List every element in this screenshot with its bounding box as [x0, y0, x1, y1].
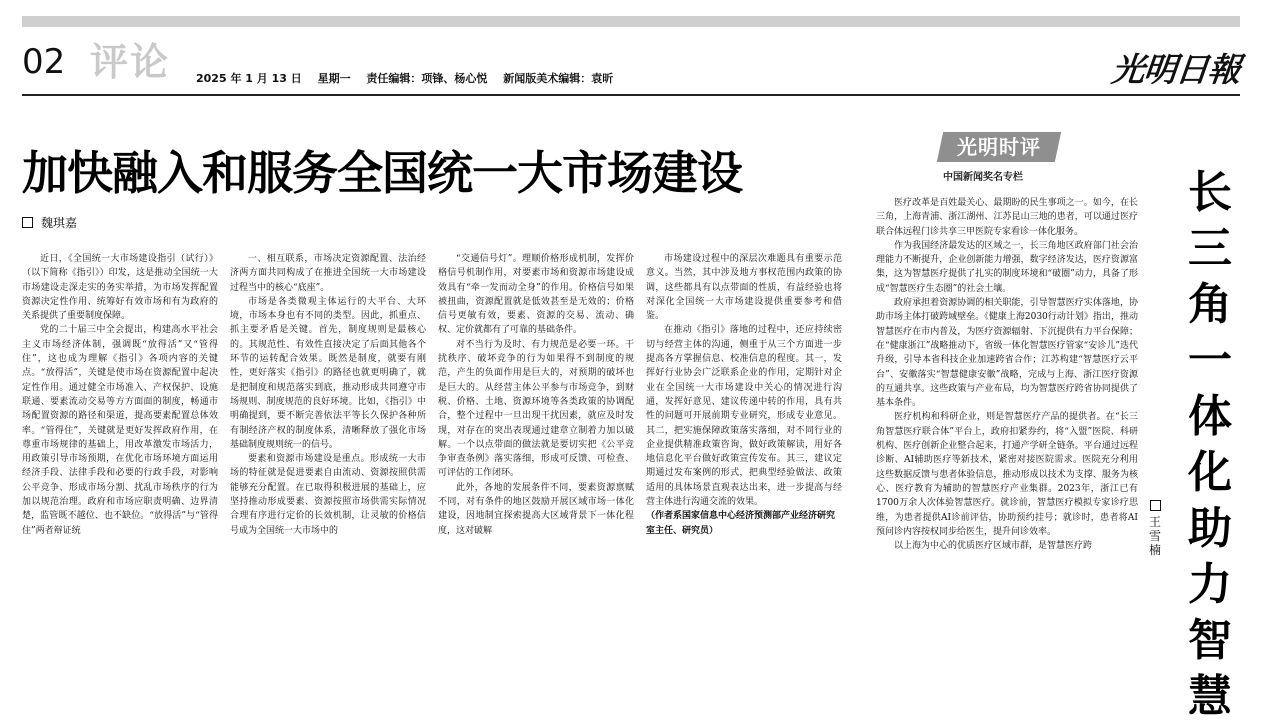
article-paragraph: 党的二十届三中全会提出，构建高水平社会主义市场经济体制，强调既“放得活”又“管得住”，这也成为理解《指引》各项内容的关键点。“放得活”，关键是使市场在资源配置中起决定性作用。通过健全市场准入、产权保护、设施联通、要素流动交易等方方面面的制度，畅通市场配置资源的路径和渠道，提高要素配置总体效率。“管得住”，关键就是更好发挥政府作用，在尊重市场规律的基础上，用改革激发市场活力，用政策引导市场预期，在优化市场环境方面运用经济手段、法律手段和必要的行政手段，对影响公平竞争、形成市场分割、扰乱市场秩序的行为加以规范治理。政府和市场应职责明确、边界清楚，监管既不越位、也不缺位。“放得活”与“管得住”两者辩证统 — [22, 325, 218, 536]
byline-author: 魏琪嘉 — [41, 216, 78, 230]
article-paragraph: 市场是各类微观主体运行的大平台、大环境，市场本身也有不同的类型。因此，抓重点、抓主要矛盾是关键。首先，制度规则是最核心的。其规范性、有效性直接决定了后面其他各个环节的运转配合效果。既然是制度，就要有刚性，更好落实《指引》的路径也就更明确了，就是把制度和规范落实到底，推动形成共同遵守市场规则、制度规范的良好环境。比如，《指引》中明确提到，要不断完善依法平等长久保护各种所有制经济产权的制度体系，清晰释放了强化市场基础制度规则统一的信号。 — [230, 296, 426, 450]
page-number: 02 — [22, 42, 66, 82]
headline-char: 助 — [1188, 503, 1232, 554]
sidebar-vertical-headline — [1180, 165, 1240, 725]
headline-char: 慧 — [1188, 671, 1232, 722]
main-byline — [22, 214, 77, 231]
sidebar-paragraph: 政府承担着资源协调的相关职能，引导智慧医疗实体落地，协助市场主体打破跨域壁垒。《健康上海2030行动计划》指出，推动智慧医疗在市内普及，为医疗资源辐射、下沉提供有力平台保障；在“健康浙江”战略推动下，省级一体化智慧医疗管家“安诊儿”迭代升级，引导本省科技企业加速跨省合作；江苏构建“智慧医疗云平台”、安徽落实“智慧健康安徽”战略，完成与上海、浙江医疗资源的互通共享。这些政策与产业布局，均为智慧医疗跨省协同提供了基本条件。 — [876, 298, 1138, 409]
article-paragraph: 市场建设过程中的深层次难题具有重要示范意义。当然，其中涉及地方事权范围内政策的协调，这些都具有以点带面的性质，有益经验也将对深化全国统一大市场建设提供重要参考和借鉴。 — [646, 254, 842, 322]
dateline — [196, 70, 625, 86]
sidebar-paragraph: 医疗机构和科研企业，则是智慧医疗产品的提供者。在“长三角智慧医疗联合体”平台上，政府扣紧券约，将“入盟”医院、科研机构、医疗创新企业整合起来，打通产学研全链条。平台通过远程诊断、AI辅助医疗等新技术，紧密对接医院需求。医院充分利用这些数据反馈与患者体验信息，推动形成以技术为支撑、服务为核心、医疗教育为辅助的智慧医疗产业集群。2023年，浙江已有1700万余人次体验智慧医疗。就诊前，智慧医疗模拟专家诊疗思维，为患者提供AI诊前评估，协助预约挂号；就诊时，患者将AI预问诊内容按权同步给医生，提升问诊效率。 — [876, 412, 1138, 537]
article-column-2 — [230, 252, 426, 628]
responsible-editors: 责任编辑：项锋、杨心悦 — [366, 72, 488, 85]
article-paragraph: 近日，《全国统一大市场建设指引（试行）》（以下简称《指引》）印发，这是推动全国统一大市场建设走深走实的务实举措，为市场发挥配置资源决定性作用、统筹好有效市场和有为政府的关系提供了重要制度保障。 — [22, 254, 218, 322]
sidebar-paragraph: 以上海为中心的优质医疗区域市群，是智慧医疗跨 — [894, 541, 1093, 552]
article-paragraph: 一、相互联系，市场决定资源配置、法治经济两方面共同构成了在推进全国统一大市场建设过程当中的核心“底座”。 — [230, 254, 426, 293]
article-paragraph: 对不当行为及时、有力规范是必要一环。干扰秩序、破坏竞争的行为如果得不到制度的规范，产生的负面作用是巨大的，对预期的破坏也是巨大的。从经营主体公平参与市场竞争，到财税、价格、土地、资源环境等各类政策的协调配合，整个过程中一旦出现干扰因素，就应及时发现，对存在的突出表现通过建章立制着力加以破解。一个以点带面的做法就是要切实把《公平竞争审查条例》落实落细，形成可反馈、可检查、可评估的工作闭环。 — [438, 339, 634, 479]
headline-char: 长 — [1188, 167, 1232, 218]
headline-char: 智 — [1188, 615, 1232, 666]
article-column-3 — [438, 252, 634, 628]
sidebar-paragraph: 作为我国经济最发达的区域之一，长三角地区政府部门社会治理能力不断提升，企业创新能力增强，数字经济发达，医疗资源富集，这为智慧医疗提供了扎实的制度环境和“破圈”动力，具备了形成“智慧医疗生态圈”的社会土壤。 — [876, 240, 1138, 294]
sidebar-author — [1147, 500, 1163, 557]
sidebar-paragraph: 医疗改革是百姓最关心、最期盼的民生事项之一。如今，在长三角，上海青浦、浙江湖州、江苏昆山三地的患者，可以通过医疗联合体远程门诊共享三甲医院专家看诊一体化服务。 — [876, 198, 1138, 237]
masthead-rule — [22, 94, 1240, 96]
article-paragraph: “交通信号灯”。理顺价格形成机制，发挥价格信号机制作用，对要素市场和资源市场建设成效具有“牵一发而动全身”的作用。价格信号如果被扭曲，资源配置就是低效甚至是无效的；价格信号更敏有效，要素、资源的交易、流动、确权、定价就都有了可靠的基础条件。 — [438, 254, 634, 336]
issue-date: 2025 年 1 月 13 日 — [196, 72, 302, 85]
article-paragraph: 此外，各地的发展条件不同，要素资源禀赋不同，对有条件的地区鼓励开展区域市场一体化建设，因地制宜探索提高大区域背景下一体化程度，这对破解 — [438, 482, 634, 536]
article-paragraph: 在推动《指引》落地的过程中，还应持续密切与经营主体的沟通，侧重于从三个方面进一步提高各方掌握信息、校准信息的程度。其一，发挥好行业协会广泛联系企业的作用，定期针对企业在全国统一大市场建设中关心的情况进行沟通，发挥好意见、建议传递中转的作用，具有共性的问题可开展前期专业研究，形成专业意见。其二，把实施保障政策落实落细，对不同行业的企业提供精准政策咨询，做好政策解读，用好各地信息化平台做好政策宣传发布。其三，建议定期通过发布案例的形式，把典型经验做法、政策适用的具体场景直观表达出来，进一步提高与经营主体进行沟通交流的效果。 — [646, 325, 842, 508]
top-gray-bar — [22, 16, 1240, 27]
main-headline: 加快融入和服务全国统一大市场建设 — [22, 146, 742, 200]
column-badge-subtitle: 中国新闻奖名专栏 — [943, 172, 1023, 183]
author-box-icon — [1150, 500, 1161, 511]
issue-weekday: 星期一 — [317, 72, 351, 85]
art-editor: 新闻版美术编辑：袁昕 — [503, 72, 614, 85]
headline-char: 力 — [1188, 559, 1232, 610]
author-char: 楠 — [1148, 543, 1161, 557]
section-title: 评论 — [90, 39, 171, 84]
headline-char: 角 — [1188, 279, 1232, 330]
byline-box-icon — [22, 217, 33, 228]
author-char: 雪 — [1148, 529, 1161, 543]
author-char: 王 — [1148, 515, 1161, 529]
newspaper-logo: 光明日報 — [1109, 50, 1242, 89]
headline-char: 体 — [1188, 391, 1232, 442]
article-column-4 — [646, 252, 842, 628]
headline-char: 三 — [1188, 223, 1232, 274]
headline-char: 化 — [1188, 447, 1232, 498]
headline-char: 一 — [1188, 335, 1232, 386]
article-paragraph: 要素和资源市场建设是重点。形成统一大市场的特征就是促进要素自由流动、资源按照供需能够充分配置。在已取得积极进展的基础上，应坚持推动形成要素、资源按照市场供需实际情况合理有序进行定价的长效机制，让灵敏的价格信号成为全国统一大市场中的 — [230, 454, 426, 536]
column-badge — [937, 132, 1061, 162]
article-column-1 — [22, 252, 218, 628]
sidebar-article — [876, 196, 1138, 628]
column-badge-label: 光明时评 — [957, 135, 1041, 159]
author-credit: （作者系国家信息中心经济预测部产业经济研究室主任、研究员） — [646, 511, 836, 536]
